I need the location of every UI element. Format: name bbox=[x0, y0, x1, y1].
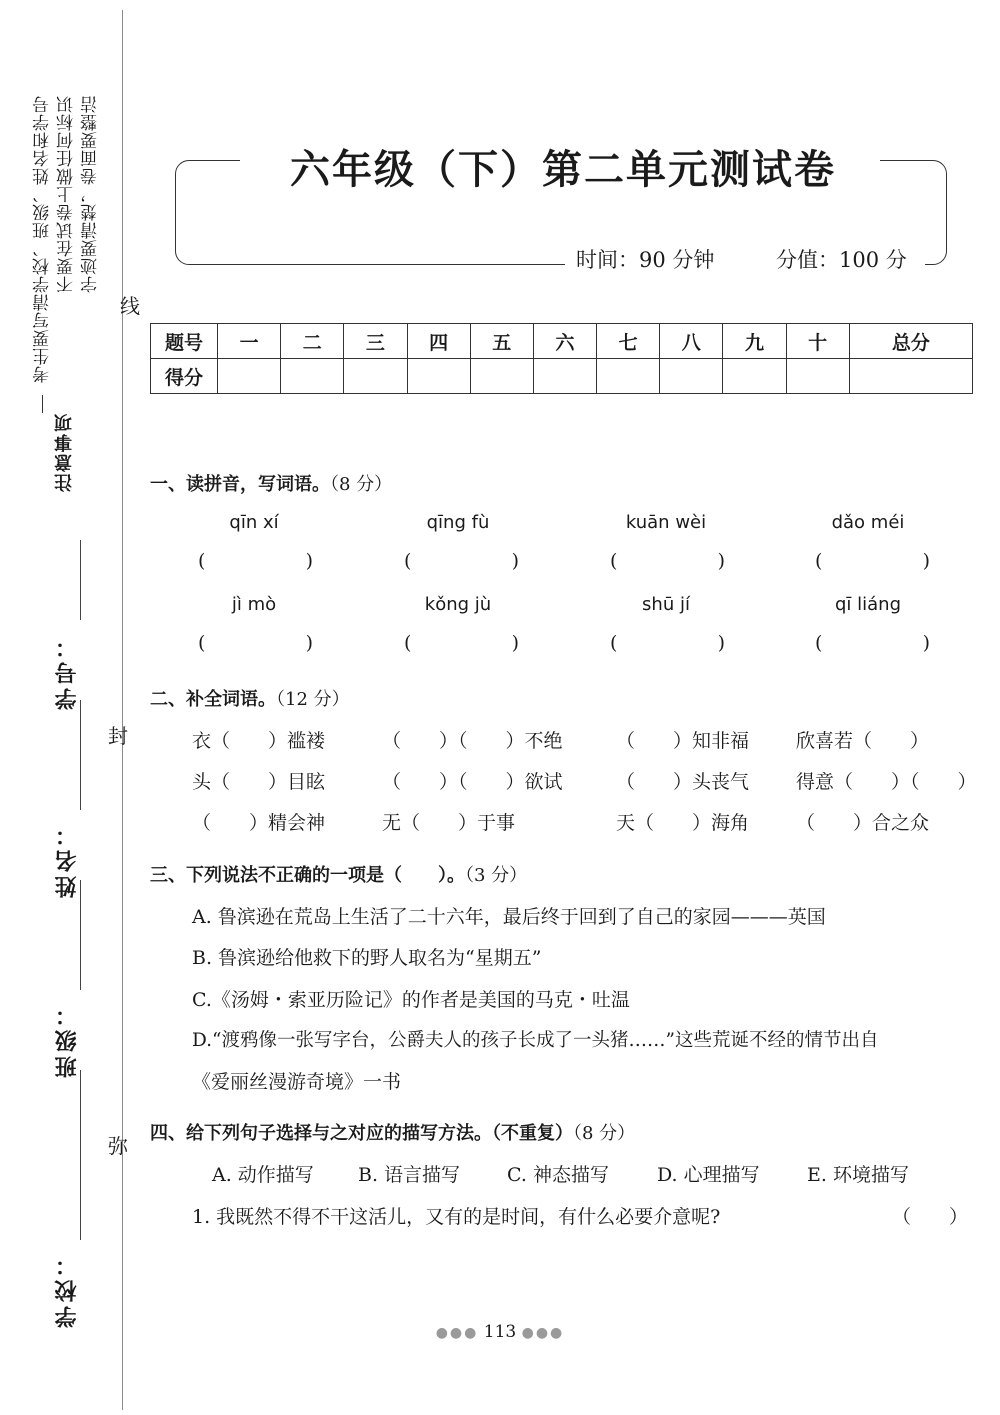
idiom-item[interactable]: 头（ ）目眩 bbox=[192, 771, 326, 793]
idiom-item[interactable]: （ ）精会神 bbox=[192, 812, 326, 834]
question-2-points: （12 分） bbox=[276, 689, 350, 710]
idiom-item[interactable]: 天（ ）海角 bbox=[616, 812, 750, 834]
score-input-cell[interactable] bbox=[218, 359, 281, 394]
score-input-cell[interactable] bbox=[344, 359, 407, 394]
idiom-item[interactable]: 无（ ）于事 bbox=[382, 812, 516, 834]
student-id-label: 学号： bbox=[55, 632, 80, 710]
question-4-title bbox=[150, 1119, 635, 1145]
question-4-item-1: 1. 我既然不得不干这活儿，又有的是时间，有什么必要介意呢? bbox=[192, 1206, 721, 1228]
question-4-item-1-answer[interactable]: （ ） bbox=[892, 1206, 969, 1228]
table-cell: 十 bbox=[786, 324, 849, 359]
student-id-line[interactable] bbox=[80, 540, 81, 620]
pinyin-4: dǎo méi bbox=[831, 512, 905, 533]
option-c: C.《汤姆・索亚历险记》的作者是美国的马克・吐温 bbox=[192, 989, 630, 1011]
notice-divider bbox=[42, 395, 43, 413]
pinyin-8: qī liáng bbox=[834, 594, 901, 615]
table-header-cell: 题号 bbox=[151, 324, 218, 359]
question-1-points: （8 分） bbox=[330, 474, 393, 495]
pinyin-2: qīng fù bbox=[426, 512, 490, 533]
score-input-cell[interactable] bbox=[470, 359, 533, 394]
question-3-text[interactable]: 三、下列说法不正确的一项是（ ）。 bbox=[150, 865, 465, 886]
page-footer bbox=[0, 1322, 1000, 1342]
seal-char-xian: 线 bbox=[120, 294, 140, 318]
table-cell: 六 bbox=[533, 324, 596, 359]
seal-char-mi: 弥 bbox=[108, 1134, 128, 1158]
idiom-item[interactable]: （ ）（ ）不绝 bbox=[382, 730, 563, 752]
score-input-cell[interactable] bbox=[723, 359, 786, 394]
score-table bbox=[150, 323, 973, 394]
table-cell: 五 bbox=[470, 324, 533, 359]
seal-char-feng: 封 bbox=[108, 724, 128, 748]
table-row bbox=[151, 359, 973, 394]
idiom-item[interactable]: （ ）（ ）欲试 bbox=[382, 771, 563, 793]
question-3-title bbox=[150, 861, 527, 887]
score-input-cell[interactable] bbox=[849, 359, 972, 394]
exam-time: 时间：90 分钟 bbox=[576, 248, 715, 272]
footer-dots-right: ●●● bbox=[521, 1325, 565, 1341]
footer-dots-left: ●●● bbox=[435, 1325, 479, 1341]
name-label: 姓名： bbox=[55, 820, 80, 898]
table-cell: 二 bbox=[281, 324, 344, 359]
table-cell: 八 bbox=[660, 324, 723, 359]
idiom-item[interactable]: （ ）知非福 bbox=[616, 730, 750, 752]
option-a: A. 鲁滨逊在荒岛上生活了二十六年，最后终于回到了自己的家园———英国 bbox=[192, 906, 826, 928]
idiom-item[interactable]: 欣喜若（ ） bbox=[796, 730, 930, 752]
table-cell: 九 bbox=[723, 324, 786, 359]
question-4-points: （8 分） bbox=[573, 1123, 636, 1144]
question-1-title bbox=[150, 470, 392, 496]
pinyin-5: jì mò bbox=[231, 594, 277, 615]
table-cell: 四 bbox=[407, 324, 470, 359]
method-option-b: B. 语言描写 bbox=[358, 1164, 461, 1186]
method-option-e: E. 环境描写 bbox=[807, 1164, 909, 1186]
school-label: 学校： bbox=[55, 1250, 80, 1328]
method-option-d: D. 心理描写 bbox=[657, 1164, 760, 1186]
pinyin-6: kǒng jù bbox=[424, 594, 492, 615]
idiom-item[interactable]: 得意（ ）（ ） bbox=[796, 771, 977, 793]
question-4-text: 四、给下列句子选择与之对应的描写方法。（不重复） bbox=[150, 1123, 573, 1144]
question-2-title bbox=[150, 685, 350, 711]
exam-score: 分值：100 分 bbox=[776, 248, 907, 272]
question-1-text: 一、读拼音，写词语。 bbox=[150, 474, 330, 495]
page-title: 六年级（下）第二单元测试卷 bbox=[290, 147, 836, 193]
table-cell: 三 bbox=[344, 324, 407, 359]
school-line[interactable] bbox=[80, 1070, 81, 1240]
page-number: 113 bbox=[483, 1322, 517, 1342]
binding-line bbox=[122, 10, 123, 1410]
idiom-item[interactable]: （ ）头丧气 bbox=[616, 771, 750, 793]
idiom-item[interactable]: 衣（ ）褴褛 bbox=[192, 730, 326, 752]
pinyin-7: shū jí bbox=[642, 594, 690, 615]
method-option-a: A. 动作描写 bbox=[212, 1164, 314, 1186]
option-d-continued: 《爱丽丝漫游奇境》一书 bbox=[192, 1071, 402, 1093]
option-d: D.“渡鸦像一张写字台，公爵夫人的孩子长成了一头猪……”这些荒诞不经的情节出自 bbox=[192, 1030, 879, 1051]
method-option-c: C. 神态描写 bbox=[507, 1164, 609, 1186]
score-input-cell[interactable] bbox=[533, 359, 596, 394]
notice-line-2: 不要在试卷上做任何标识 bbox=[57, 95, 77, 293]
class-label: 班级： bbox=[55, 1000, 80, 1078]
notice-line-1: 考生要写清学校、班级、姓名和学号 bbox=[33, 95, 53, 383]
score-input-cell[interactable] bbox=[660, 359, 723, 394]
notice-heading: 注意事项 bbox=[54, 412, 75, 492]
table-cell: 七 bbox=[597, 324, 660, 359]
notice-line-3: 字迹要清楚，卷面要整洁 bbox=[81, 95, 101, 293]
table-row bbox=[151, 324, 973, 359]
name-line[interactable] bbox=[80, 700, 81, 810]
pinyin-1: qīn xí bbox=[229, 512, 279, 533]
score-input-cell[interactable] bbox=[407, 359, 470, 394]
idiom-item[interactable]: （ ）合之众 bbox=[796, 812, 930, 834]
question-2-text: 二、补全词语。 bbox=[150, 689, 276, 710]
table-cell: 总分 bbox=[849, 324, 972, 359]
score-input-cell[interactable] bbox=[597, 359, 660, 394]
pinyin-3: kuān wèi bbox=[625, 512, 707, 533]
table-cell: 一 bbox=[218, 324, 281, 359]
score-input-cell[interactable] bbox=[786, 359, 849, 394]
option-b: B. 鲁滨逊给他救下的野人取名为“星期五” bbox=[192, 947, 542, 969]
class-line[interactable] bbox=[80, 880, 81, 990]
question-3-points: （3 分） bbox=[465, 865, 528, 886]
table-header-cell: 得分 bbox=[151, 359, 218, 394]
score-input-cell[interactable] bbox=[281, 359, 344, 394]
